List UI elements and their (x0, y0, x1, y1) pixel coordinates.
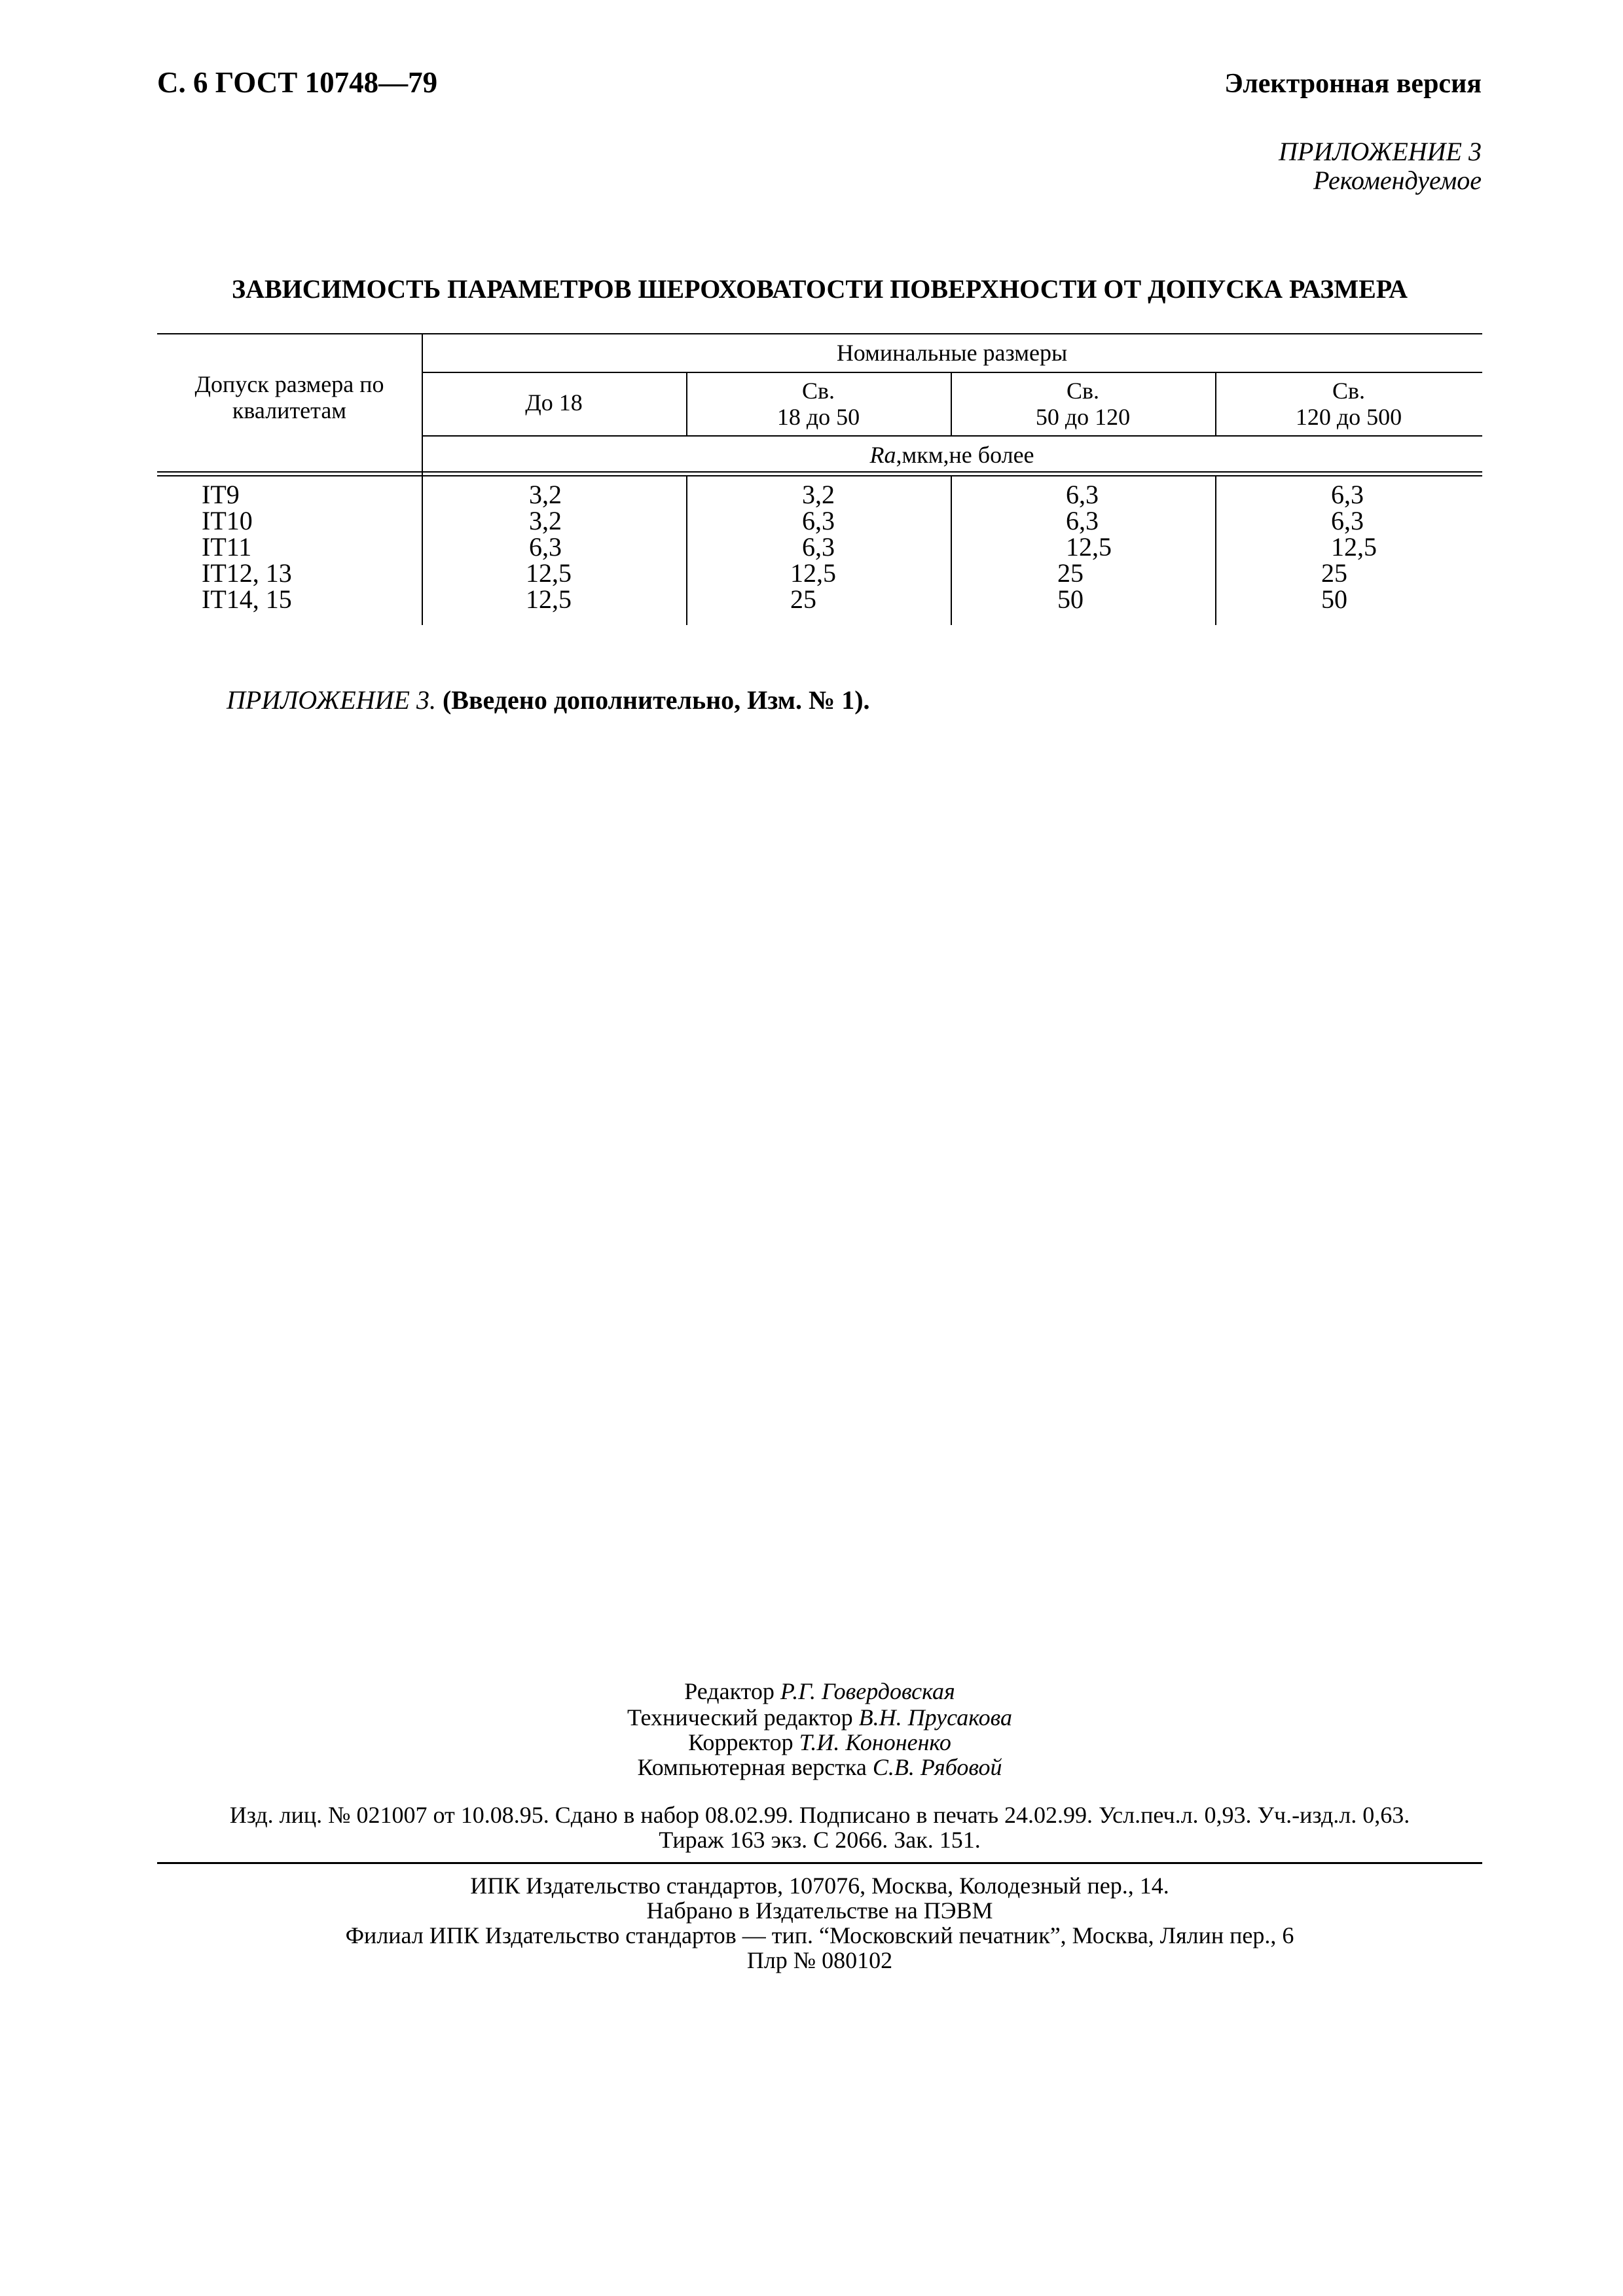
table-cell: 25 (1321, 558, 1347, 588)
imprint-rule (157, 1862, 1482, 1864)
header-bottom-rule (157, 471, 1482, 473)
table-cell: 3,2 (802, 480, 835, 509)
row-label: IT14, 15 (202, 584, 292, 614)
imprint-publisher: ИПК Издательство стандартов, 107076, Москва, Колодезный пер., 14. (470, 1873, 1169, 1899)
group-header: Номинальные размеры (836, 340, 1068, 366)
role-label: Редактор (684, 1678, 775, 1704)
group-header-rule (422, 372, 1482, 373)
person-name: В.Н. Прусакова (858, 1704, 1013, 1731)
page-reference: С. 6 ГОСТ 10748—79 (157, 66, 438, 99)
document-title: ЗАВИСИМОСТЬ ПАРАМЕТРОВ ШЕРОХОВАТОСТИ ПОВЕРХНОСТИ ОТ ДОПУСКА РАЗМЕРА (232, 274, 1408, 304)
imprint-typeset: Набрано в Издательстве на ПЭВМ (646, 1897, 993, 1924)
table-top-rule (157, 333, 1482, 334)
table-cell: 25 (1057, 558, 1084, 588)
imprint-tech-editor (157, 1704, 1482, 1731)
imprint-layout (157, 1754, 1482, 1780)
person-name: Т.И. Кононенко (799, 1729, 951, 1755)
table-cell: 12,5 (1066, 532, 1112, 562)
header-bottom-rule-double (157, 475, 1482, 476)
column-header-line: 120 до 500 (1295, 404, 1402, 431)
column-header (686, 378, 951, 431)
role-label: Технический редактор (627, 1704, 853, 1731)
table-cell: 3,2 (529, 480, 562, 509)
column-header-line: Св. (1332, 378, 1365, 404)
column-header (422, 389, 686, 416)
column-divider (951, 476, 952, 625)
row-header-line: Допуск размера по (194, 371, 384, 397)
table-cell: 50 (1057, 584, 1084, 614)
imprint-circulation: Тираж 163 экз. С 2066. Зак. 151. (659, 1827, 981, 1853)
column-header-line: Св. (1066, 378, 1099, 404)
column-header-line: 18 до 50 (776, 404, 860, 431)
table-cell: 6,3 (1066, 480, 1099, 509)
role-label: Корректор (688, 1729, 793, 1755)
row-label: IT12, 13 (202, 558, 292, 588)
edition-label: Электронная версия (1224, 69, 1482, 99)
table-cell: 12,5 (1331, 532, 1377, 562)
column-divider (422, 333, 423, 625)
table-cell: 6,3 (1331, 506, 1364, 535)
row-label: IT10 (202, 506, 253, 535)
table-cell: 6,3 (529, 532, 562, 562)
imprint-proofreader (157, 1729, 1482, 1755)
table-cell: 12,5 (526, 558, 572, 588)
amendment-text: (Введено дополнительно, Изм. № 1). (442, 685, 870, 715)
table-cell: 3,2 (529, 506, 562, 535)
table-cell: 6,3 (1066, 506, 1099, 535)
appendix-title: ПРИЛОЖЕНИЕ 3 (1279, 137, 1482, 166)
column-header-rule (422, 435, 1482, 437)
person-name: Р.Г. Говердовская (780, 1678, 955, 1704)
person-name: С.В. Рябовой (872, 1754, 1002, 1780)
unit-text: ,мкм,не более (896, 442, 1034, 468)
table-cell: 6,3 (1331, 480, 1364, 509)
table-cell: 6,3 (802, 532, 835, 562)
column-header-line: 50 до 120 (1035, 404, 1131, 431)
column-header (951, 378, 1215, 431)
table-cell: 12,5 (790, 558, 836, 588)
table-cell: 25 (790, 584, 816, 614)
imprint-branch: Филиал ИПК Издательство стандартов — тип. “Московский печатник”, Москва, Лялин пер., 6 (345, 1922, 1294, 1948)
column-header (1215, 378, 1482, 431)
amendment-note (227, 685, 870, 715)
appendix-status: Рекомендуемое (1313, 166, 1482, 195)
unit-row (422, 442, 1482, 468)
amendment-label: ПРИЛОЖЕНИЕ 3. (227, 685, 436, 715)
column-divider (1215, 476, 1216, 625)
row-header-line: квалитетам (232, 397, 347, 424)
row-label: IT9 (202, 480, 240, 509)
imprint-license: Изд. лиц. № 021007 от 10.08.95. Сдано в набор 08.02.99. Подписано в печать 24.02.99. Усл.печ.л. 0,93. Уч.-изд.л. 0,63. (229, 1802, 1410, 1828)
unit-symbol: Ra (869, 442, 896, 468)
column-header-line: До 18 (525, 389, 583, 416)
row-label: IT11 (202, 532, 252, 562)
roughness-table (157, 333, 1482, 625)
imprint-editor (157, 1678, 1482, 1704)
role-label: Компьютерная верстка (637, 1754, 867, 1780)
imprint-plr: Плр № 080102 (746, 1947, 893, 1973)
row-header (157, 371, 422, 424)
table-cell: 12,5 (526, 584, 572, 614)
column-header-line: Св. (801, 378, 835, 404)
table-cell: 6,3 (802, 506, 835, 535)
column-divider (686, 476, 687, 625)
table-cell: 50 (1321, 584, 1347, 614)
